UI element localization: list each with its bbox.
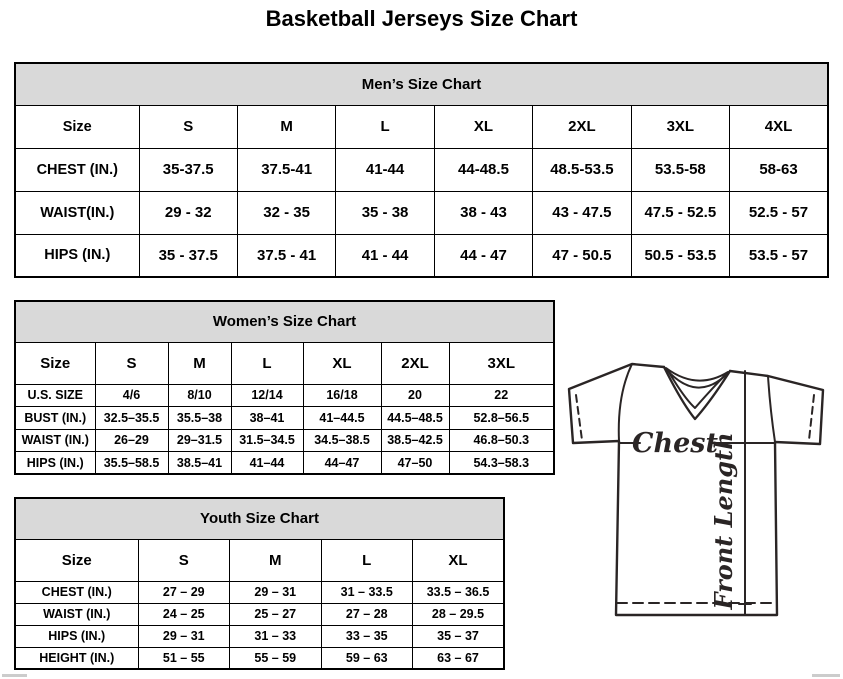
table-cell: 35 - 37.5 xyxy=(139,234,237,277)
table-cell: 38–41 xyxy=(231,407,303,430)
column-header: L xyxy=(336,105,434,148)
row-label: WAIST (IN.) xyxy=(15,429,95,452)
right-armhole-seam xyxy=(768,376,775,442)
table-cell: 48.5-53.5 xyxy=(533,148,631,191)
table-cell: 20 xyxy=(381,384,449,407)
column-header: 3XL xyxy=(631,105,729,148)
youth-size-chart-table xyxy=(14,497,505,670)
table-cell: 29 – 31 xyxy=(230,581,322,603)
left-cuff-dashed-line xyxy=(576,395,582,440)
table-cell: 44.5–48.5 xyxy=(381,407,449,430)
table-cell: 47 - 50.5 xyxy=(533,234,631,277)
table-cell: 32.5–35.5 xyxy=(95,407,168,430)
table-cell: 28 – 29.5 xyxy=(413,603,505,625)
table-row xyxy=(15,603,504,625)
table-cell: 38.5–41 xyxy=(168,452,231,475)
table-row xyxy=(15,342,554,384)
column-header: XL xyxy=(413,539,505,581)
table-cell: 24 – 25 xyxy=(138,603,230,625)
table-cell: 35 – 37 xyxy=(413,625,505,647)
table-row xyxy=(15,148,828,191)
row-label: HEIGHT (IN.) xyxy=(15,647,138,669)
table-row xyxy=(15,407,554,430)
table-cell: 33.5 – 36.5 xyxy=(413,581,505,603)
mens-size-chart-table xyxy=(14,62,829,278)
table-cell: 53.5 - 57 xyxy=(730,234,828,277)
column-header: L xyxy=(321,539,413,581)
column-header: S xyxy=(95,342,168,384)
column-header: L xyxy=(231,342,303,384)
table-cell: 41-44 xyxy=(336,148,434,191)
table-cell: 47–50 xyxy=(381,452,449,475)
row-label: HIPS (IN.) xyxy=(15,625,138,647)
column-header: Size xyxy=(15,105,139,148)
table-cell: 37.5 - 41 xyxy=(237,234,335,277)
table-row xyxy=(15,105,828,148)
table-cell: 38 - 43 xyxy=(434,191,532,234)
column-header: M xyxy=(168,342,231,384)
scrollbar-fragment-left xyxy=(2,674,27,677)
table-cell: 63 – 67 xyxy=(413,647,505,669)
table-cell: 34.5–38.5 xyxy=(303,429,381,452)
table-cell: 16/18 xyxy=(303,384,381,407)
row-label: WAIST (IN.) xyxy=(15,603,138,625)
table-cell: 46.8–50.3 xyxy=(449,429,554,452)
table-row xyxy=(15,191,828,234)
table-cell: 37.5-41 xyxy=(237,148,335,191)
column-header: S xyxy=(138,539,230,581)
table-cell: 41 - 44 xyxy=(336,234,434,277)
table-cell: 47.5 - 52.5 xyxy=(631,191,729,234)
mens-table-title: Men’s Size Chart xyxy=(15,63,828,105)
youth-table-title: Youth Size Chart xyxy=(15,498,504,539)
table-cell: 53.5-58 xyxy=(631,148,729,191)
table-row xyxy=(15,647,504,669)
table-cell: 52.8–56.5 xyxy=(449,407,554,430)
row-label: BUST (IN.) xyxy=(15,407,95,430)
table-cell: 44-48.5 xyxy=(434,148,532,191)
table-cell: 38.5–42.5 xyxy=(381,429,449,452)
table-cell: 54.3–58.3 xyxy=(449,452,554,475)
womens-table-title: Women’s Size Chart xyxy=(15,301,554,342)
jersey-measurement-diagram xyxy=(556,353,841,631)
table-cell: 31 – 33.5 xyxy=(321,581,413,603)
table-row xyxy=(15,539,504,581)
column-header: S xyxy=(139,105,237,148)
table-row xyxy=(15,625,504,647)
womens-size-chart-table xyxy=(14,300,555,475)
front-length-label: Front Length xyxy=(709,432,738,610)
table-cell: 8/10 xyxy=(168,384,231,407)
column-header: Size xyxy=(15,342,95,384)
collar-outer-v xyxy=(664,367,730,419)
column-header: 3XL xyxy=(449,342,554,384)
table-cell: 31.5–34.5 xyxy=(231,429,303,452)
table-cell: 35-37.5 xyxy=(139,148,237,191)
row-label: CHEST (IN.) xyxy=(15,581,138,603)
column-header: 2XL xyxy=(381,342,449,384)
table-row xyxy=(15,429,554,452)
front-length-measure-line xyxy=(739,371,751,615)
column-header: M xyxy=(230,539,322,581)
table-cell: 22 xyxy=(449,384,554,407)
table-cell: 29 - 32 xyxy=(139,191,237,234)
row-label: WAIST(IN.) xyxy=(15,191,139,234)
chest-label: Chest xyxy=(632,428,718,459)
jersey-outline xyxy=(569,364,823,615)
column-header: Size xyxy=(15,539,138,581)
table-cell: 26–29 xyxy=(95,429,168,452)
row-label: HIPS (IN.) xyxy=(15,234,139,277)
table-cell: 32 - 35 xyxy=(237,191,335,234)
table-row xyxy=(15,234,828,277)
table-cell: 33 – 35 xyxy=(321,625,413,647)
table-cell: 41–44.5 xyxy=(303,407,381,430)
column-header: 4XL xyxy=(730,105,828,148)
table-cell: 51 – 55 xyxy=(138,647,230,669)
table-cell: 44–47 xyxy=(303,452,381,475)
table-cell: 55 – 59 xyxy=(230,647,322,669)
table-row xyxy=(15,452,554,475)
table-cell: 31 – 33 xyxy=(230,625,322,647)
row-label: U.S. SIZE xyxy=(15,384,95,407)
column-header: M xyxy=(237,105,335,148)
table-cell: 35 - 38 xyxy=(336,191,434,234)
table-cell: 35.5–38 xyxy=(168,407,231,430)
table-cell: 59 – 63 xyxy=(321,647,413,669)
column-header: 2XL xyxy=(533,105,631,148)
table-cell: 43 - 47.5 xyxy=(533,191,631,234)
left-armhole-seam xyxy=(619,364,632,441)
table-cell: 58-63 xyxy=(730,148,828,191)
scrollbar-fragment-right xyxy=(812,674,840,677)
table-cell: 41–44 xyxy=(231,452,303,475)
column-header: XL xyxy=(303,342,381,384)
table-cell: 29 – 31 xyxy=(138,625,230,647)
table-cell: 52.5 - 57 xyxy=(730,191,828,234)
table-cell: 25 – 27 xyxy=(230,603,322,625)
table-row xyxy=(15,384,554,407)
table-cell: 4/6 xyxy=(95,384,168,407)
table-cell: 27 – 28 xyxy=(321,603,413,625)
table-cell: 35.5–58.5 xyxy=(95,452,168,475)
column-header: XL xyxy=(434,105,532,148)
table-cell: 29–31.5 xyxy=(168,429,231,452)
table-cell: 27 – 29 xyxy=(138,581,230,603)
table-cell: 44 - 47 xyxy=(434,234,532,277)
row-label: HIPS (IN.) xyxy=(15,452,95,475)
right-cuff-dashed-line xyxy=(809,395,814,440)
table-cell: 50.5 - 53.5 xyxy=(631,234,729,277)
page-title: Basketball Jerseys Size Chart xyxy=(265,6,578,31)
table-row xyxy=(15,581,504,603)
table-cell: 12/14 xyxy=(231,384,303,407)
row-label: CHEST (IN.) xyxy=(15,148,139,191)
